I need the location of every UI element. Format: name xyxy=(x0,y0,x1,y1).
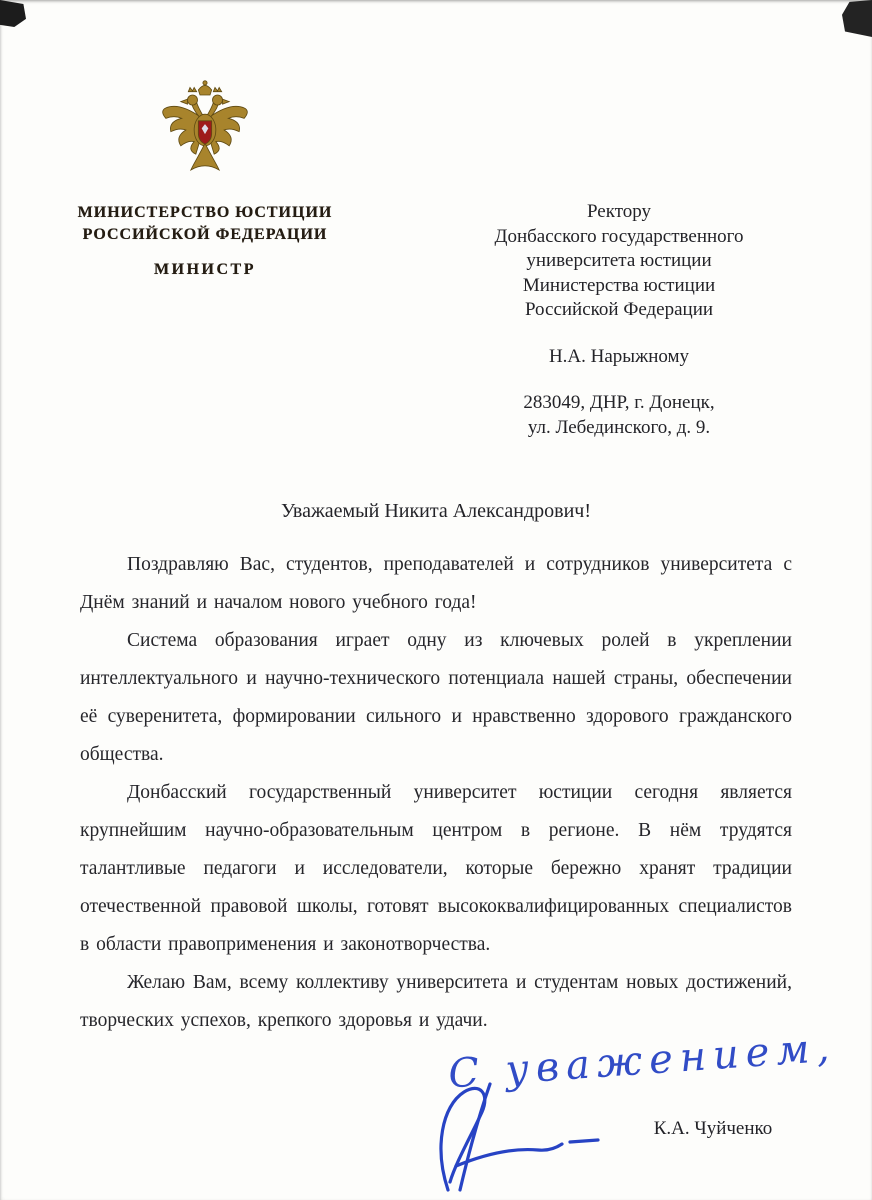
russian-coat-of-arms-icon xyxy=(155,74,255,186)
recipient-block xyxy=(438,200,800,440)
minister-title: МИНИСТР xyxy=(154,261,256,278)
recipient-line: Российской Федерации xyxy=(524,299,714,320)
salutation: Уважаемый Никита Александрович! xyxy=(280,500,592,522)
ministry-name xyxy=(58,202,352,246)
recipient-name: Н.А. Нарыжному xyxy=(548,345,690,367)
scan-artifact-top-left xyxy=(0,0,26,27)
letter-body xyxy=(80,546,792,1040)
signer-name: К.А. Чуйченко xyxy=(653,1118,773,1139)
recipient-line: Ректору xyxy=(586,201,652,222)
closing-handwritten: С уважением, xyxy=(446,1024,838,1098)
recipient-address-line1: 283049, ДНР, г. Донецк, xyxy=(523,392,715,413)
paragraph-4: Желаю Вам, всему коллективу университета и студентам новых достижений, творческих успехов, крепкого здоровья и удачи. xyxy=(80,972,792,1031)
recipient-line: Донбасского государственного xyxy=(494,225,744,247)
paragraph-1: Поздравляю Вас, студентов, преподавателей и сотрудников университета с Днём знаний и началом нового учебного года! xyxy=(80,554,792,613)
recipient-line: университета юстиции xyxy=(526,250,712,271)
ministry-name-line2: РОССИЙСКОЙ ФЕДЕРАЦИИ xyxy=(82,226,328,243)
scan-artifact-top-right xyxy=(842,0,872,37)
recipient-address xyxy=(438,391,800,440)
letterhead xyxy=(58,74,352,279)
recipient-address-line2: ул. Лебединского, д. 9. xyxy=(527,416,711,438)
recipient-line: Министерства юстиции xyxy=(522,274,716,296)
ministry-name-line1: МИНИСТЕРСТВО ЮСТИЦИИ xyxy=(77,204,333,221)
paragraph-2: Система образования играет одну из ключевых ролей в укреплении интеллектуального и научно-технического потенциала нашей страны, обеспечении её суверенитета, формировании сильного и нравственно здорового гражданского общества. xyxy=(80,630,792,765)
paragraph-3: Донбасский государственный университет юстиции сегодня является крупнейшим научно-образовательным центром в регионе. В нём трудятся талантливые педагоги и исследователи, которые бережно хранят традиции отечественной правовой школы, готовят высококвалифицированных специалистов в области правоприменения и законотворчества. xyxy=(80,782,792,955)
